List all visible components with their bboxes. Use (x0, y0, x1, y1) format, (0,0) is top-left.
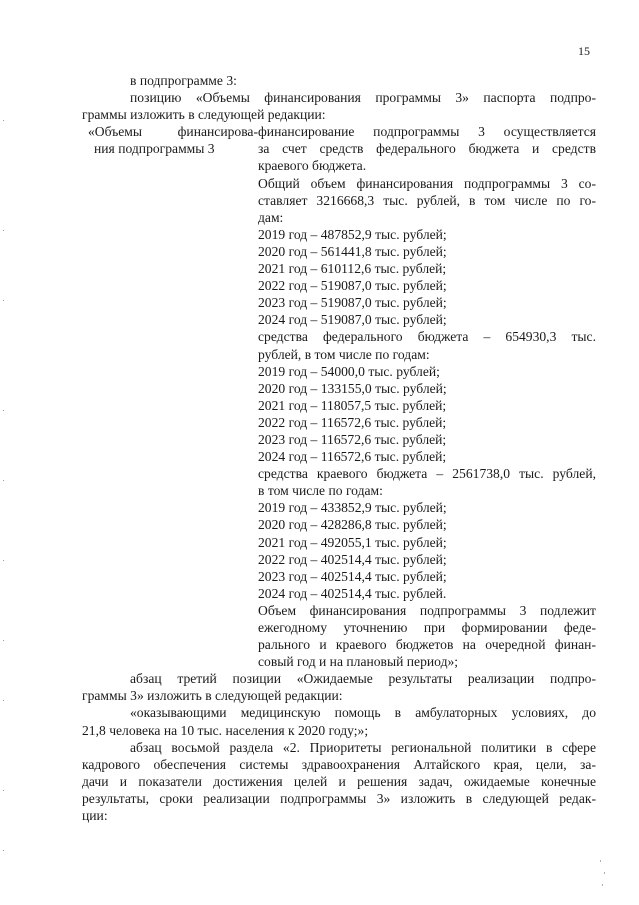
year-line: 2023 год – 402514,4 тыс. рублей; (258, 568, 447, 584)
paragraph-abzac-3 (82, 670, 596, 704)
left-margin-scan-marks (3, 0, 5, 905)
text-line: 21,8 человека на 10 тыс. населения к 2020 году;»; (82, 722, 369, 738)
text-line: ежегодному уточнению при формировании феде- (258, 620, 596, 635)
text-line: совый год и на плановый период»; (258, 654, 459, 670)
text-line: Общий объем финансирования подпрограммы 3 со- (258, 175, 596, 191)
text-line: граммы изложить в следующей редакции: (82, 107, 326, 123)
text-line: ции: (82, 808, 108, 824)
table-label-line: ния подпрограммы 3 (94, 141, 215, 157)
text-line: абзац восьмой раздела «2. Приоритеты региональной политики в сфере (130, 739, 596, 755)
year-line: 2022 год – 116572,6 тыс. рублей; (258, 414, 447, 430)
year-line: 2024 год – 402514,4 тыс. рублей. (258, 585, 447, 601)
quote-paragraph (82, 704, 596, 738)
year-line: 2023 год – 519087,0 тыс. рублей; (258, 295, 447, 311)
year-line: 2020 год – 133155,0 тыс. рублей; (258, 380, 447, 396)
text-line: рального и краевого бюджетов на очередной финан- (258, 637, 596, 653)
paragraph-abzac-8 (82, 739, 596, 824)
year-line: 2024 год – 519087,0 тыс. рублей; (258, 312, 447, 328)
text-line: позицию «Объемы финансирования программы 3» паспорта подпро- (130, 90, 596, 106)
table-left-cell (82, 123, 258, 670)
text-line: абзац третий позиции «Ожидаемые результаты реализации подпро- (130, 671, 596, 687)
year-line: 2024 год – 116572,6 тыс. рублей; (258, 449, 447, 465)
text-line: дам: (258, 209, 284, 225)
text-line: кадрового обеспечения системы здравоохранения Алтайского края, цели, за- (82, 756, 596, 772)
table-label-line: «Объемы финансирова- (88, 124, 258, 140)
year-line: 2019 год – 54000,0 тыс. рублей; (258, 363, 440, 379)
table-right-cell (258, 123, 596, 670)
financing-table (82, 123, 596, 670)
year-line: 2019 год – 433852,9 тыс. рублей; (258, 500, 447, 516)
text-line: в том числе по годам: (258, 483, 383, 499)
text-line: «оказывающими медицинскую помощь в амбулаторных условиях, до (130, 705, 596, 721)
text-line: результаты, сроки реализации подпрограммы 3» изложить в следующей редак- (82, 790, 596, 806)
year-line: 2021 год – 610112,6 тыс. рублей; (258, 261, 447, 277)
financing-intro (258, 123, 596, 174)
intro-line: в подпрограмме 3: (130, 73, 237, 88)
year-line: 2023 год – 116572,6 тыс. рублей; (258, 431, 447, 447)
text-line: граммы 3» изложить в следующей редакции: (82, 688, 343, 704)
financing-closing (258, 602, 596, 670)
federal-financing (258, 328, 596, 465)
text-line: рублей, в том числе по годам: (258, 346, 430, 362)
intro-paragraph (82, 89, 596, 123)
year-line: 2019 год – 487852,9 тыс. рублей; (258, 226, 447, 242)
text-line: ставляет 3216668,3 тыс. рублей, в том числе по го- (258, 192, 596, 208)
text-line: за счет средств федерального бюджета и средств (258, 141, 596, 157)
text-line: Объем финансирования подпрограммы 3 подлежит (258, 602, 596, 618)
year-line: 2021 год – 118057,5 тыс. рублей; (258, 397, 447, 413)
text-line: краевого бюджета. (258, 158, 367, 174)
text-line: средства краевого бюджета – 2561738,0 тыс. рублей, (258, 466, 596, 482)
text-line: финансирование подпрограммы 3 осуществляется (258, 124, 596, 140)
year-line: 2022 год – 519087,0 тыс. рублей; (258, 278, 447, 294)
document-body (82, 72, 596, 824)
regional-financing (258, 465, 596, 602)
year-line: 2020 год – 561441,8 тыс. рублей; (258, 243, 447, 259)
page-number: 15 (578, 44, 590, 58)
year-line: 2020 год – 428286,8 тыс. рублей; (258, 517, 447, 533)
year-line: 2022 год – 402514,4 тыс. рублей; (258, 551, 447, 567)
total-financing (258, 175, 596, 329)
year-line: 2021 год – 492055,1 тыс. рублей; (258, 534, 447, 550)
text-line: средства федерального бюджета – 654930,3 тыс. (258, 329, 596, 345)
text-line: дачи и показатели достижения целей и решения задач, ожидаемые конечные (82, 773, 596, 789)
